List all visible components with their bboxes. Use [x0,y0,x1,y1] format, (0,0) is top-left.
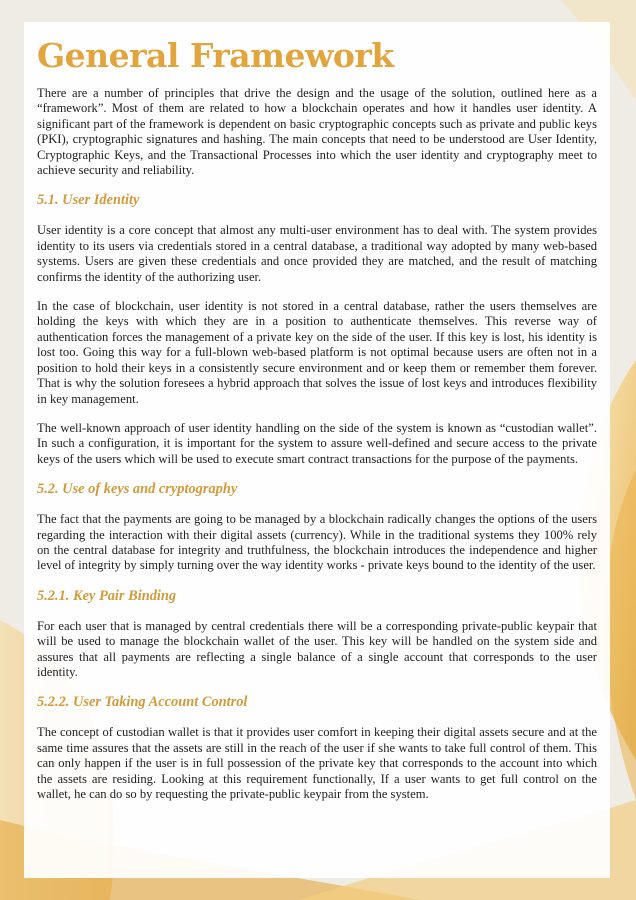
user-identity-paragraph-1: User identity is a core concept that almost any multi-user environment has to deal with. The system provides identity to its users via credentials stored in a central database, a traditional way adopted by many web-based systems. Users are given these credentials and once provided they are matched, and the result of matching confirms the identity of the authorizing user. [37,223,597,284]
document-page [24,22,610,878]
user-identity-paragraph-3: The well-known approach of user identity handling on the side of the system is known as “custodian wallet”. In such a configuration, it is important for the system to assure well-defined and secure access to the private keys of the users which will be used to execute smart contract transactions for the purpose of the payments. [37,420,597,466]
intro-paragraph: There are a number of principles that drive the design and the usage of the solution, outlined here as a “framework”. Most of them are related to how a blockchain operates and how it handles user identity. A significant part of the framework is dependent on basic cryptographic concepts such as private and public keys (PKI), cryptographic signatures and hashing. The main concepts that need to be understood are User Identity, Cryptographic Keys, and the Transactional Processes into which the user identity and cryptography meet to achieve security and reliability. [37,86,597,178]
key-pair-binding-paragraph: For each user that is managed by central credentials there will be a corresponding private-public keypair that will be used to manage the blockchain wallet of the user. This key will be handled on the system side and assures that all payments are reflecting a single balance of a single account that corresponds to the user identity. [37,618,597,679]
keys-cryptography-paragraph: The fact that the payments are going to be managed by a blockchain radically changes the options of the users regarding the interaction with their digital assets (currency). While in the traditional systems they 100% rely on the central database for integrity and truthfulness, the blockchain introduces the independence and higher level of integrity by simply turning over the way identity works - private keys bound to the identity of the user. [37,512,597,573]
user-identity-paragraph-2: In the case of blockchain, user identity is not stored in a central database, rather the users themselves are holding the keys with which they are in a position to authenticate themselves. This reverse way of authentication forces the management of a private key on the side of the user. If this key is lost, his identity is lost too. Going this way for a full-blown web-based platform is not optimal because users are often not in a position to hold their keys in a consistently secure environment and or keep them or remember them forever. That is why the solution foresees a hybrid approach that solves the issue of lost keys and introduces flexibility in key management. [37,299,597,406]
section-heading-user-identity: 5.1. User Identity [37,192,140,209]
section-heading-key-pair-binding: 5.2.1. Key Pair Binding [37,587,177,604]
section-heading-account-control: 5.2.2. User Taking Account Control [37,694,248,711]
account-control-paragraph: The concept of custodian wallet is that it provides user comfort in keeping their digital assets secure and at the same time assures that the assets are still in the reach of the user if she wants to take full control of them. This can only happen if the user is in full possession of the private key that corresponds to the account into which the assets are residing. Looking at this requirement functionally, If a user wants to get full control on the wallet, he can do so by requesting the private-public keypair from the system. [37,725,597,801]
page-title: General Framework [37,36,394,75]
section-heading-keys-cryptography: 5.2. Use of keys and cryptography [37,481,238,498]
